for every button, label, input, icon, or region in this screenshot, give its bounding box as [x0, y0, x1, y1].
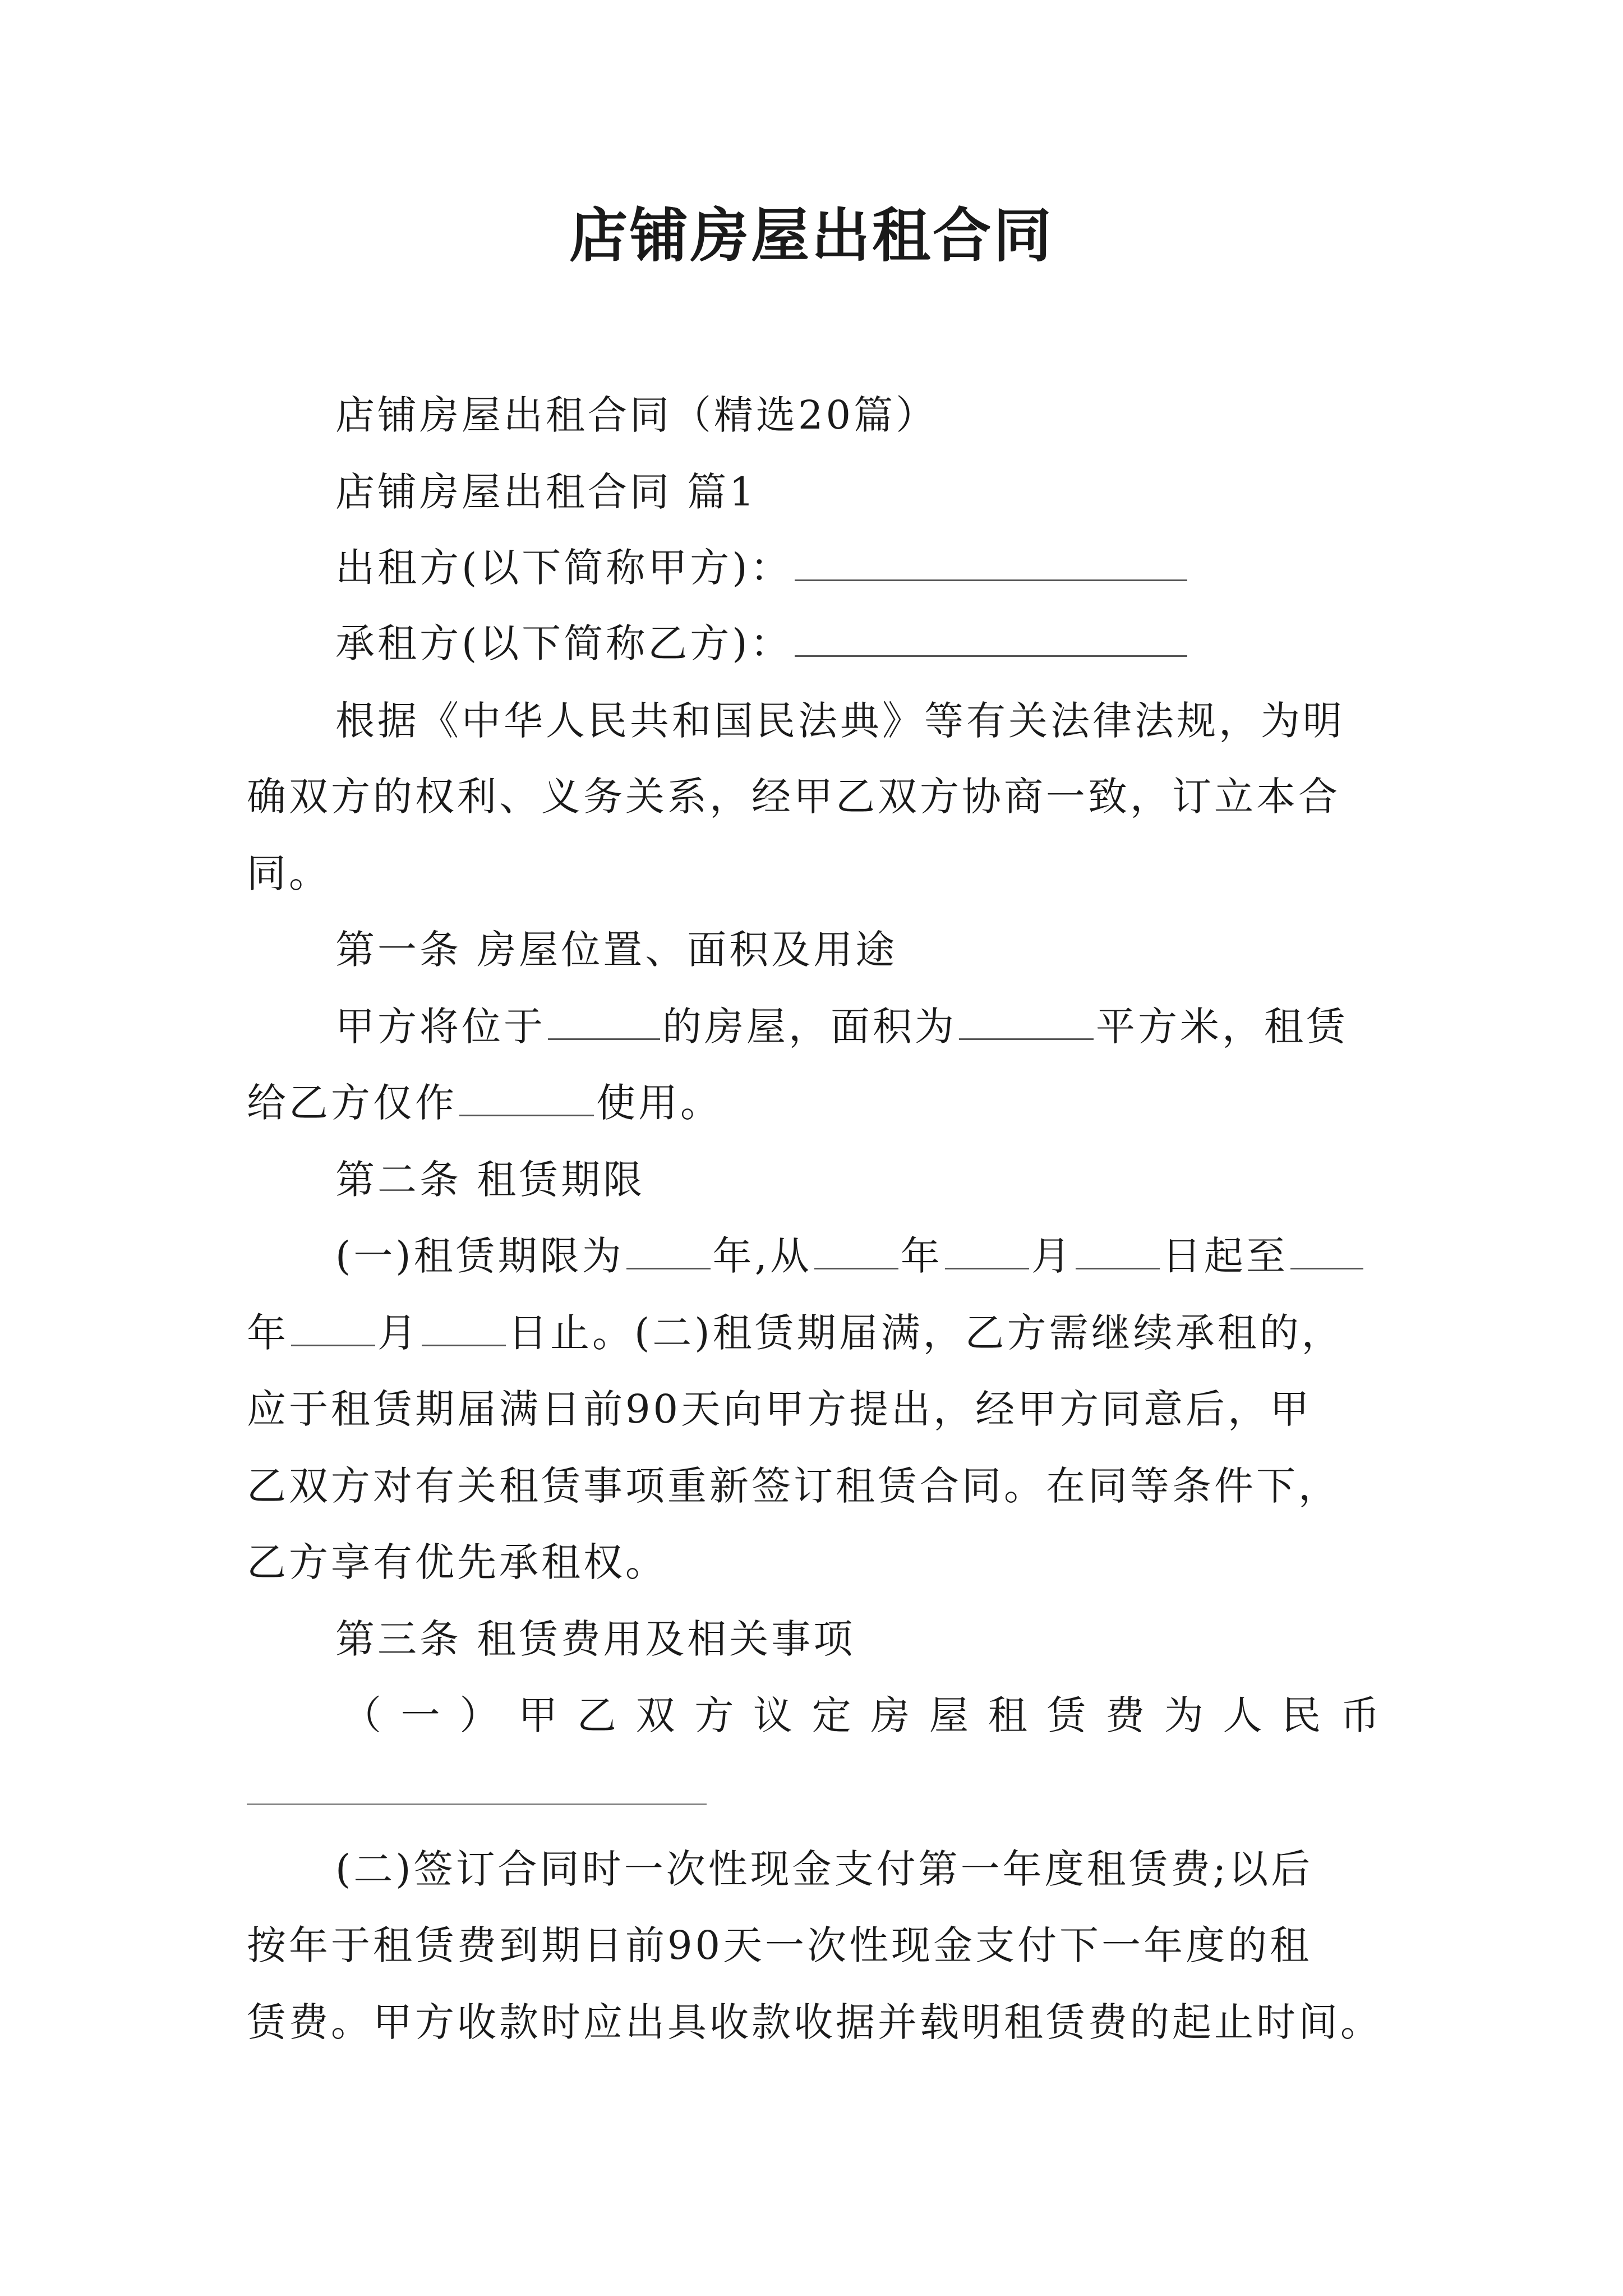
text-fragment: 月 — [1031, 1233, 1073, 1279]
paragraph-line — [247, 1305, 1344, 1361]
start-month-blank — [945, 1228, 1029, 1269]
char: 方 — [694, 1692, 734, 1738]
char: 租 — [988, 1692, 1027, 1738]
spread-line — [342, 1687, 1380, 1743]
subtitle-line: 店铺房屋出租合同（精选20篇） — [335, 392, 938, 438]
text-fragment: 年 — [900, 1233, 943, 1279]
article-heading: 第一条 房屋位置、面积及用途 — [335, 927, 898, 973]
lessor-blank — [795, 540, 1187, 581]
paragraph-line: 乙方享有优先承租权。 — [247, 1539, 667, 1585]
end-month-blank — [291, 1305, 375, 1346]
paragraph-line: 根据《中华人民共和国民法典》等有关法律法规，为明 — [335, 698, 1345, 744]
lessee-line — [335, 615, 1189, 671]
char: 为 — [1164, 1692, 1204, 1738]
char: 双 — [635, 1692, 675, 1738]
lessee-blank — [795, 616, 1187, 657]
char: ） — [459, 1692, 499, 1738]
char: 人 — [1223, 1692, 1262, 1738]
paragraph-line — [247, 1075, 722, 1131]
text-fragment: 年,从 — [712, 1233, 812, 1279]
char: 定 — [811, 1692, 851, 1738]
end-year-blank — [1290, 1228, 1363, 1269]
char: 房 — [870, 1692, 910, 1738]
text-fragment: 给乙方仅作 — [247, 1080, 457, 1126]
start-day-blank — [1076, 1228, 1160, 1269]
area-blank — [959, 999, 1094, 1040]
paragraph-line — [335, 1228, 1366, 1284]
text-fragment: 日起至 — [1161, 1233, 1288, 1279]
char: 赁 — [1046, 1692, 1086, 1738]
char: 甲 — [518, 1692, 558, 1738]
lessor-label: 出租方(以下简称甲方)： — [335, 545, 792, 591]
paragraph-line: 按年于租赁费到期日前90天一次性现金支付下一年度的租 — [247, 1922, 1312, 1968]
text-fragment: 使用。 — [596, 1080, 722, 1126]
document-title: 店铺房屋出租合同 — [569, 201, 1054, 270]
location-blank — [548, 999, 660, 1040]
article-heading: 第二条 租赁期限 — [335, 1157, 645, 1203]
section-heading: 店铺房屋出租合同 篇1 — [335, 469, 757, 515]
char: 一 — [400, 1692, 440, 1738]
paragraph-line: 乙双方对有关租赁事项重新签订租赁合同。在同等条件下， — [247, 1463, 1340, 1509]
char: 乙 — [577, 1692, 616, 1738]
start-year-blank — [814, 1228, 898, 1269]
text-fragment: 的房屋，面积为 — [662, 1004, 957, 1050]
lessee-label: 承租方(以下简称乙方)： — [335, 620, 792, 666]
char: 民 — [1281, 1692, 1321, 1738]
text-fragment: 平方米，租赁 — [1096, 1004, 1348, 1050]
char: 费 — [1105, 1692, 1145, 1738]
text-fragment: 月 — [377, 1310, 419, 1356]
term-years-blank — [626, 1228, 711, 1269]
lessor-line — [335, 540, 1189, 596]
text-fragment: 甲方将位于 — [335, 1004, 546, 1050]
paragraph-line: (二)签订合同时一次性现金支付第一年度租赁费;以后 — [335, 1846, 1313, 1892]
char: 屋 — [929, 1692, 969, 1738]
paragraph-line: 应于租赁期届满日前90天向甲方提出，经甲方同意后，甲 — [247, 1386, 1312, 1432]
paragraph-line: 赁费。甲方收款时应出具收款收据并载明租赁费的起止时间。 — [247, 1999, 1382, 2045]
char: 议 — [753, 1692, 792, 1738]
char: 币 — [1340, 1692, 1380, 1738]
paragraph-line: 确双方的权利、义务关系，经甲乙双方协商一致，订立本合 — [247, 774, 1340, 820]
end-day-blank — [422, 1305, 506, 1346]
text-fragment: 日止。(二)租赁期届满，乙方需继续承租的， — [508, 1310, 1344, 1356]
text-fragment: 年 — [247, 1310, 289, 1356]
rent-amount-blank — [247, 1803, 707, 1805]
usage-blank — [459, 1075, 594, 1116]
paragraph-line — [335, 999, 1348, 1055]
text-fragment: (一)租赁期限为 — [335, 1233, 624, 1279]
article-heading: 第三条 租赁费用及相关事项 — [335, 1616, 856, 1662]
paragraph-line: 同。 — [247, 850, 331, 896]
char: （ — [342, 1692, 381, 1738]
